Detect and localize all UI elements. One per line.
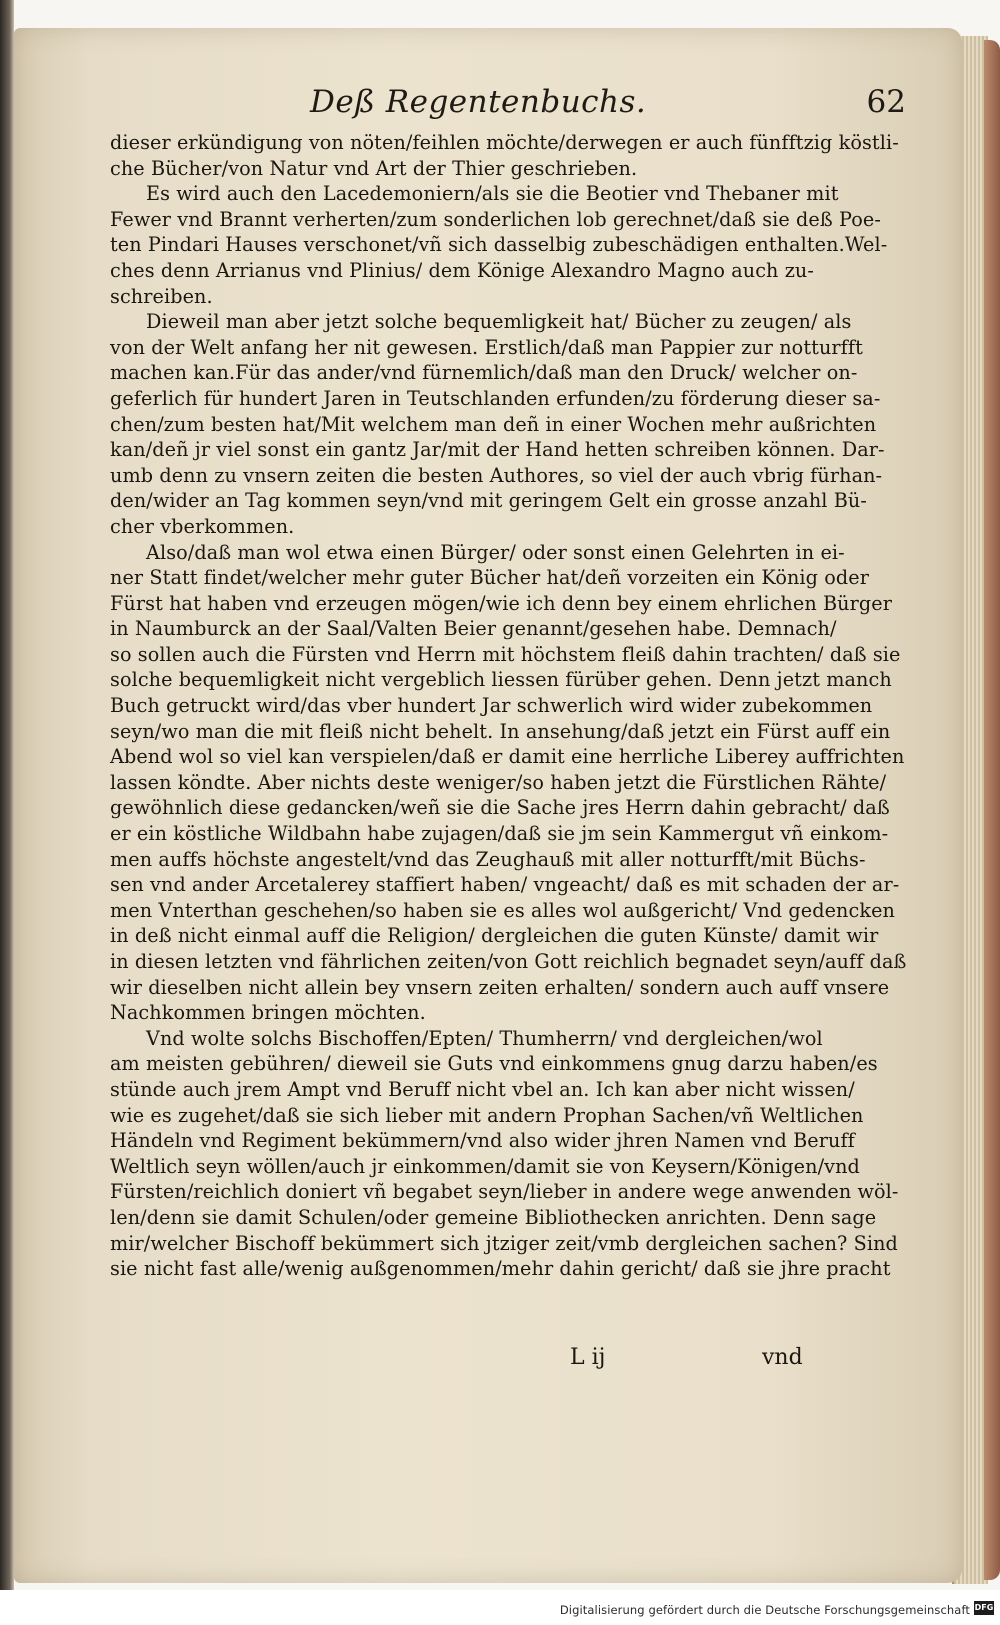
text-line: Händeln vnd Regiment bekümmern/vnd also wider jhren Namen vnd Beruff [110,1129,855,1153]
text-line: Es wird auch den Lacedemoniern/als sie die Beotier vnd Thebaner mit [146,182,839,206]
footer-bar [0,1590,1000,1625]
text-line: men auffs höchste angestelt/vnd das Zeughauß mit aller notturfft/mit Büchs- [110,847,866,871]
text-line: stünde auch jrem Ampt vnd Beruff nicht vbel an. Ich kan aber nicht wissen/ [110,1077,855,1101]
text-line: solche bequemligkeit nicht vergeblich liessen fürüber gehen. Denn jetzt manch [110,668,892,692]
text-line: in deß nicht einmal auff die Religion/ dergleichen die guten Künste/ damit wir [110,924,879,948]
text-line: umb denn zu vnsern zeiten die besten Authores, so viel der auch vbrig fürhan- [110,463,883,487]
text-line: machen kan.Für das ander/vnd fürnemlich/daß man den Druck/ welcher on- [110,361,858,385]
text-line: Nachkommen bringen möchten. [110,1001,426,1025]
page-number: 62 [866,84,906,120]
text-line: ner Statt findet/welcher mehr guter Bücher hat/deñ vorzeiten ein König oder [110,566,870,590]
text-line: dieser erkündigung von nöten/feihlen möchte/derwegen er auch fünfftzig köstli- [110,131,899,154]
book-cover-edge [984,40,1000,1580]
funding-credit: Digitalisierung gefördert durch die Deutsche Forschungsgemeinschaft [559,1603,970,1617]
text-line: in diesen letzten vnd fährlichen zeiten/von Gott reichlich begnadet seyn/auff daß [110,950,907,973]
text-line: len/denn sie damit Schulen/oder gemeine Bibliothecken anrichten. Denn sage [110,1205,877,1229]
text-line: Vnd wolte solchs Bischoffen/Epten/ Thumherrn/ vnd dergleichen/wol [146,1026,823,1050]
text-line: wir dieselben nicht allein bey vnsern zeiten erhalten/ sondern auch auff vnsere [110,975,890,999]
text-line: Dieweil man aber jetzt solche bequemligkeit hat/ Bücher zu zeugen/ als [146,310,852,334]
text-line: schreiben. [110,284,213,308]
text-line: den/wider an Tag kommen seyn/vnd mit geringem Gelt ein grosse anzahl Bü- [110,489,867,513]
running-title: Deß Regentenbuchs. [310,84,647,120]
text-line: Fürsten/reichlich doniert vñ begabet seyn/lieber in andere wege anwenden wöl- [110,1180,899,1204]
text-line: kan/deñ jr viel sonst ein gantz Jar/mit der Hand hetten schreiben können. Dar- [110,438,885,462]
catchword: vnd [762,1345,803,1370]
text-line: am meisten gebühren/ dieweil sie Guts vnd einkommens gnug darzu haben/es [110,1052,878,1076]
text-line: che Bücher/von Natur vnd Art der Thier geschrieben. [110,156,638,180]
text-line: so sollen auch die Fürsten vnd Herrn mit höchstem fleiß dahin trachten/ daß sie [110,642,901,666]
text-line: Buch getruckt wird/das vber hundert Jar schwerlich wird wider zubekommen [110,694,873,718]
text-line: Also/daß man wol etwa einen Bürger/ oder sonst einen Gelehrten in ei- [146,540,845,564]
text-line: in Naumburck an der Saal/Valten Beier genannt/gesehen habe. Demnach/ [110,617,837,641]
page-header [110,84,906,124]
text-line: geferlich für hundert Jaren in Teutschlanden erfunden/zu förderung dieser sa- [110,386,881,410]
text-line: wie es zugehet/daß sie sich lieber mit andern Prophan Sachen/vñ Weltlichen [110,1103,864,1127]
dfg-logo-icon: DFG [974,1601,994,1615]
text-line: lassen köndte. Aber nichts deste weniger/so haben jetzt die Fürstlichen Rähte/ [110,770,887,794]
text-line: Fürst hat haben vnd erzeugen mögen/wie ich denn bey einem ehrlichen Bürger [110,591,893,615]
text-line: ten Pindari Hauses verschonet/vñ sich dasselbig zubeschädigen enthalten.Wel- [110,233,888,257]
text-line: cher vberkommen. [110,514,295,538]
text-line: men Vnterthan geschehen/so haben sie es alles wol außgericht/ Vnd gedencken [110,898,896,922]
text-line: mir/welcher Bischoff bekümmert sich jtziger zeit/vmb dergleichen sachen? Sind [110,1231,898,1255]
text-line: sie nicht fast alle/wenig außgenommen/mehr dahin gericht/ daß sie jhre pracht [110,1257,891,1281]
text-line: von der Welt anfang her nit gewesen. Erstlich/daß man Pappier zur notturfft [110,335,863,359]
text-line: er ein köstliche Wildbahn habe zujagen/daß sie jm sein Kammergut vñ einkom- [110,822,889,846]
text-line: Fewer vnd Brannt verherten/zum sonderlichen lob gerechnet/daß sie deß Poe- [110,207,881,231]
text-line: chen/zum besten hat/Mit welchem man deñ in einer Wochen mehr außrichten [110,412,877,436]
text-line: seyn/wo man die mit fleiß nicht behelt. In ansehung/daß jetzt ein Fürst auff ein [110,719,891,743]
body-text [110,130,907,1282]
text-line: Weltlich seyn wöllen/auch jr einkommen/damit sie von Keysern/Königen/vnd [110,1154,860,1178]
signature-mark: L ij [570,1345,606,1370]
text-line: gewöhnlich diese gedancken/weñ sie die Sache jres Herrn dahin gebracht/ daß [110,796,890,820]
scan-left-edge [0,0,14,1625]
text-line: Abend wol so viel kan verspielen/daß er damit eine herrliche Liberey auffrichten [110,745,905,769]
text-line: ches denn Arrianus vnd Plinius/ dem Könige Alexandro Magno auch zu- [110,258,814,282]
text-line: sen vnd ander Arcetalerey staffiert haben/ vngeacht/ daß es mit schaden der ar- [110,873,900,897]
